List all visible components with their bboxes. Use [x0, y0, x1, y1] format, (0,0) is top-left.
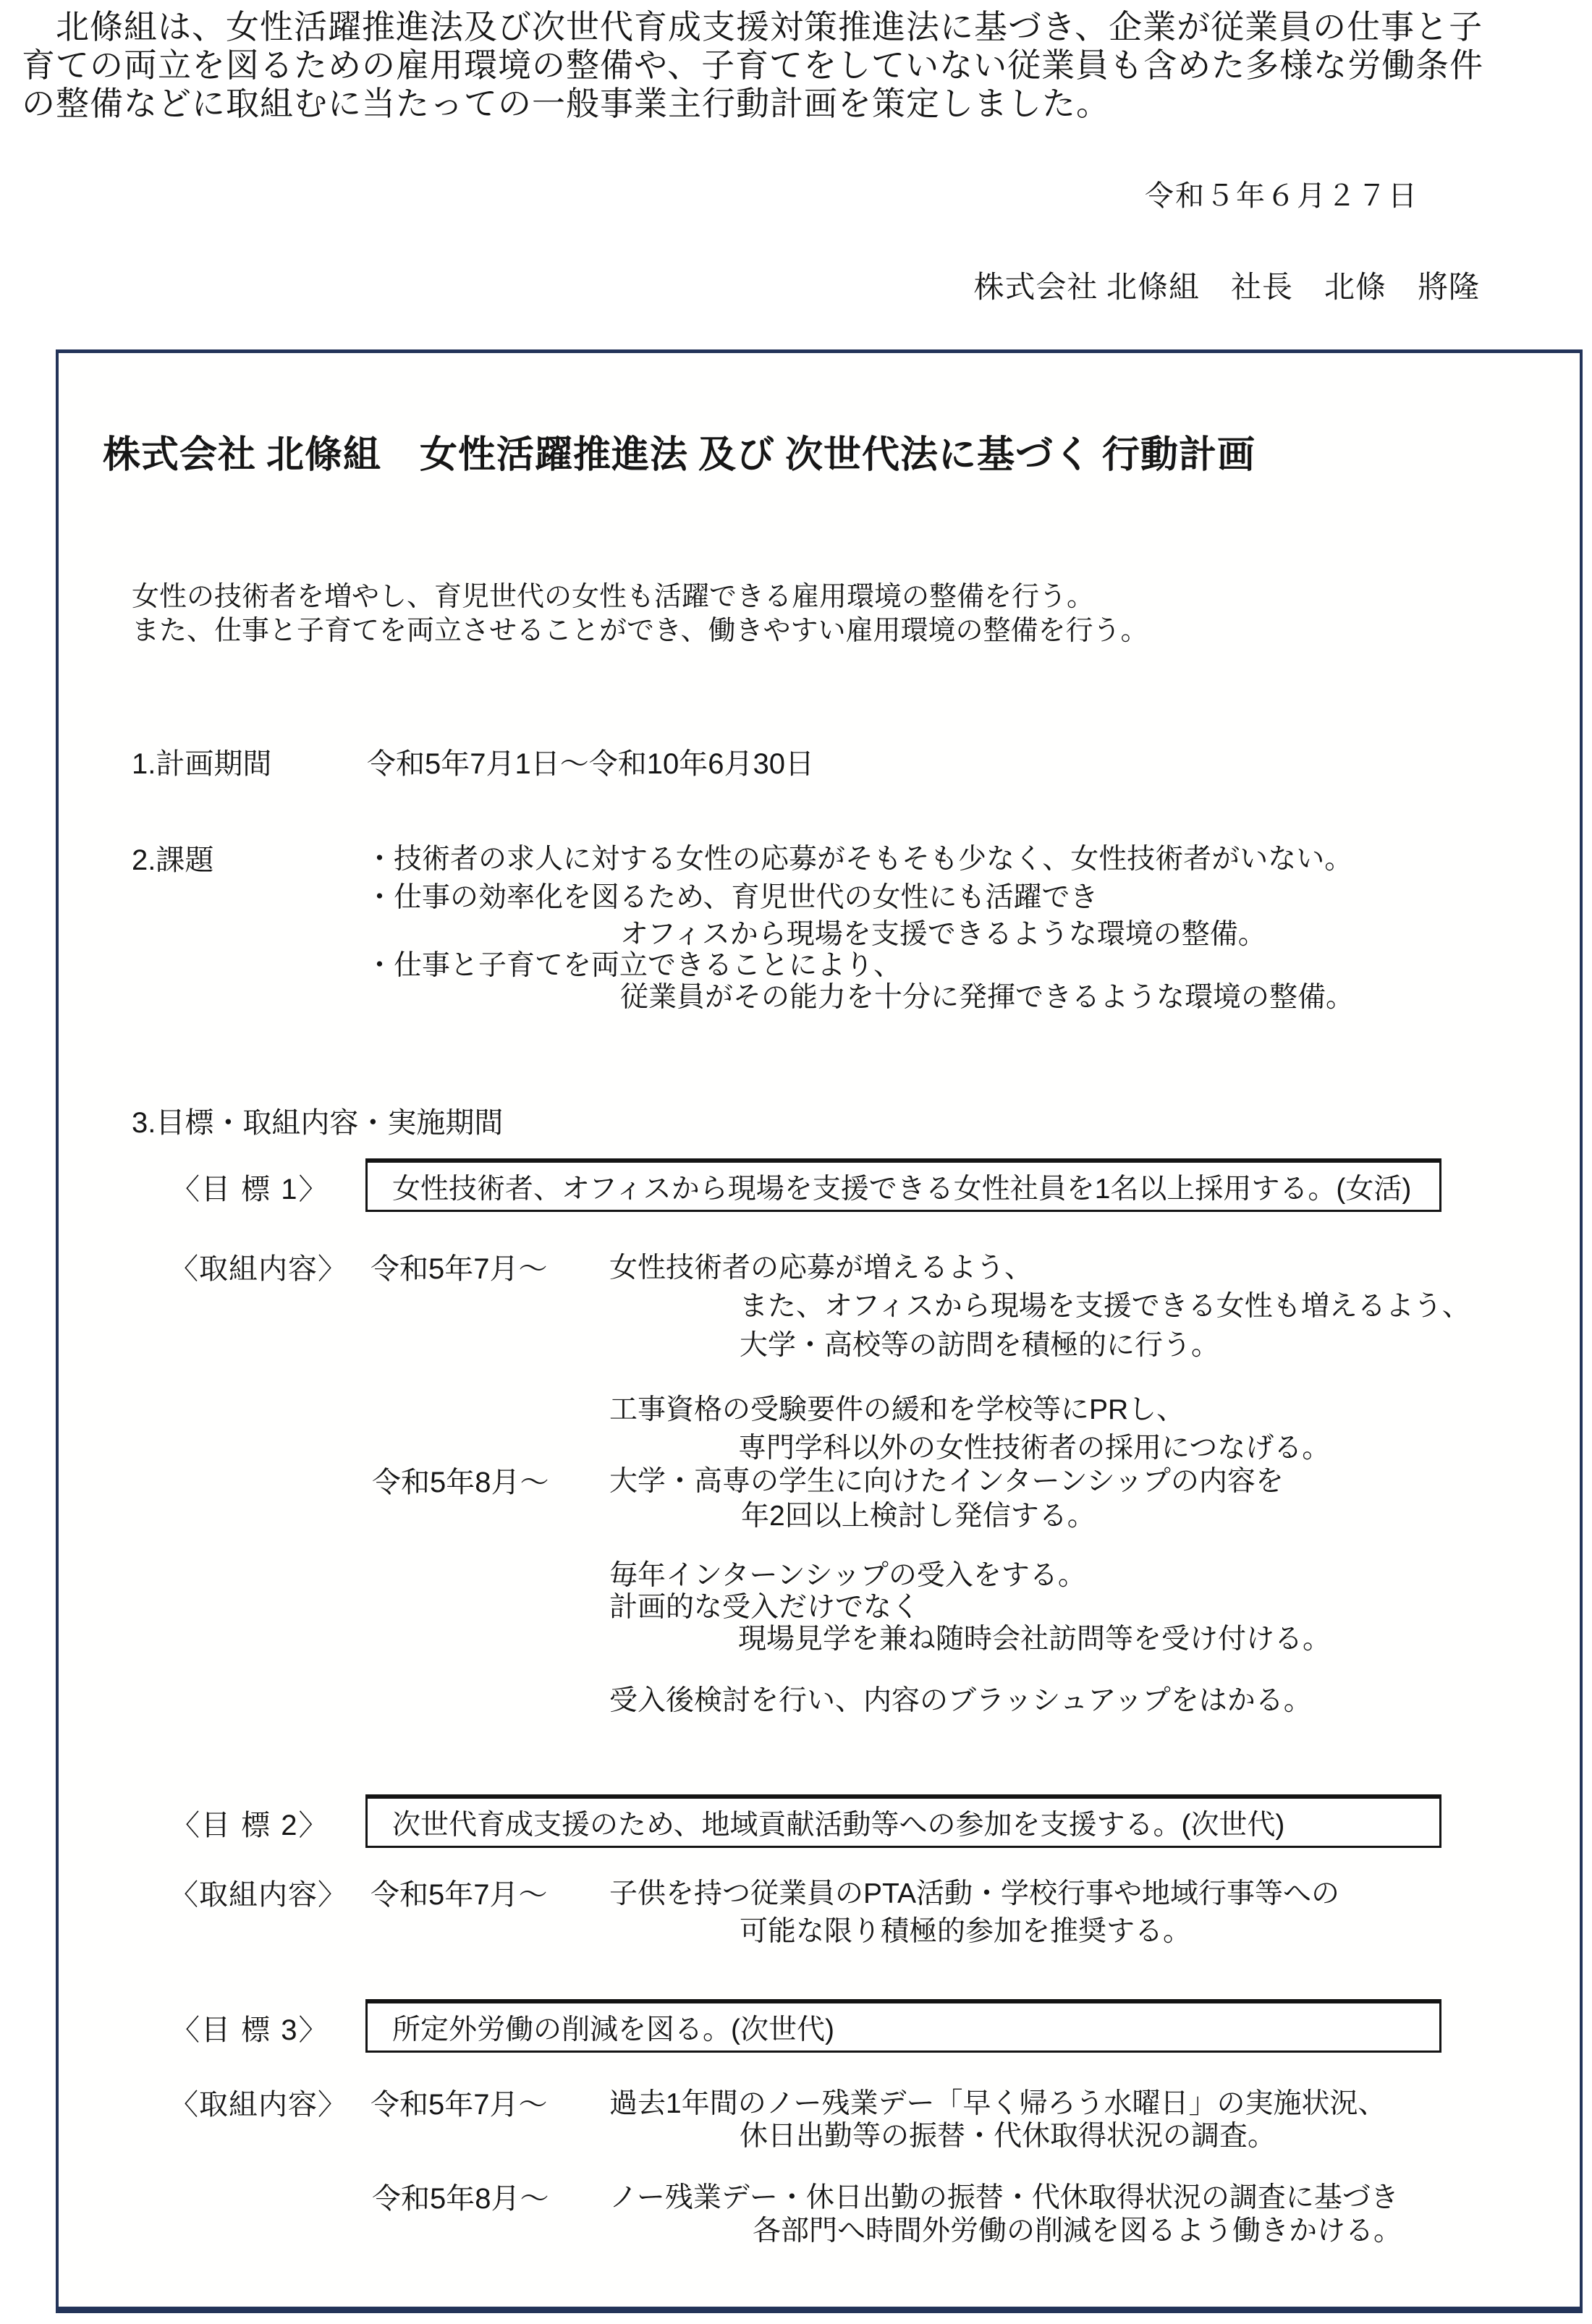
goal1-activity-line: 工事資格の受験要件の緩和を学校等にPRし、: [609, 1394, 1185, 1425]
goal1-activity-line: 女性技術者の応募が増えるよう、: [609, 1252, 1033, 1284]
goal3-label: 〈目 標 3〉: [171, 2014, 329, 2046]
period-value: 令和5年7月1日～令和10年6月30日: [367, 748, 814, 780]
goal2-date-1: 令和5年7月～: [371, 1879, 548, 1911]
intro-line-1: 北條組は、女性活躍推進法及び次世代育成支援対策推進法に基づき、企業が従業員の仕事と子: [22, 9, 1483, 46]
goal2-activity-line: 子供を持つ従業員のPTA活動・学校行事や地域行事等への: [609, 1878, 1339, 1909]
intro-line-2: 育ての両立を図るための雇用環境の整備や、子育てをしていない従業員も含めた多様な労働条件: [22, 47, 1484, 84]
goal3-activities-label: 〈取組内容〉: [169, 2089, 347, 2121]
goal1-activity-line: 計画的な受入だけでなく: [609, 1592, 920, 1623]
goal1-activity-line: また、オフィスから現場を支援できる女性も増えるよう、: [740, 1291, 1470, 1322]
goal3-activity-line: 過去1年間のノー残業デー「早く帰ろう水曜日」の実施状況、: [609, 2088, 1386, 2119]
issues-label: 2.課題: [132, 844, 214, 876]
period-label: 1.計画期間: [132, 748, 272, 780]
intro-line-3: の整備などに取組むに当たっての一般事業主行動計画を策定しました。: [22, 85, 1110, 122]
issue-line-2: ・仕事の効率化を図るため、育児世代の女性にも活躍でき: [365, 882, 1098, 913]
goal1-target-box: [365, 1158, 1441, 1212]
plan-title: 株式会社 北條組 女性活躍推進法 及び 次世代法に基づく 行動計画: [103, 435, 1256, 476]
goal1-target-text: 女性技術者、オフィスから現場を支援できる女性社員を1名以上採用する。(女活): [392, 1173, 1412, 1205]
issue-line-4: ・仕事と子育てを両立できることにより、: [365, 950, 902, 981]
goal1-activity-line: 現場見学を兼ね随時会社訪問等を受け付ける。: [738, 1624, 1331, 1655]
goal1-activity-line: 毎年インターンシップの受入をする。: [609, 1560, 1086, 1591]
goal1-activity-line: 年2回以上検討し発信する。: [741, 1501, 1096, 1532]
issue-line-1: ・技術者の求人に対する女性の応募がそもそも少なく、女性技術者がいない。: [365, 844, 1353, 875]
goal2-target-box: [365, 1794, 1441, 1848]
issue-line-5: 従業員がその能力を十分に発揮できるような環境の整備。: [620, 982, 1355, 1013]
goal1-activity-line: 専門学科以外の女性技術者の採用につなげる。: [738, 1433, 1331, 1464]
goal3-activity-line: 休日出勤等の振替・代休取得状況の調査。: [740, 2121, 1276, 2152]
policy-line-2: また、仕事と子育てを両立させることができ、働きやすい雇用環境の整備を行う。: [132, 616, 1148, 646]
document-date: 令和５年６月２７日: [1145, 179, 1418, 212]
goal2-target-text: 次世代育成支援のため、地域貢献活動等への参加を支援する。(次世代): [392, 1809, 1285, 1841]
goal3-activity-line: ノー残業デー・休日出勤の振替・代休取得状況の調査に基づき: [609, 2182, 1399, 2213]
goal2-activity-line: 可能な限り積極的参加を推奨する。: [740, 1916, 1192, 1947]
goal2-activities-label: 〈取組内容〉: [169, 1879, 347, 1911]
goal1-activities-label: 〈取組内容〉: [169, 1253, 347, 1285]
goal1-date-1: 令和5年7月～: [371, 1253, 548, 1285]
company-signature: 株式会社 北條組 社長 北條 將隆: [973, 271, 1480, 305]
goal1-activity-line: 受入後検討を行い、内容のブラッシュアップをはかる。: [609, 1685, 1312, 1716]
goal2-label: 〈目 標 2〉: [171, 1810, 329, 1841]
goal3-target-text: 所定外労働の削減を図る。(次世代): [392, 2014, 834, 2045]
goal1-activity-line: 大学・高専の学生に向けたインターンシップの内容を: [609, 1466, 1284, 1497]
policy-line-1: 女性の技術者を増やし、育児世代の女性も活躍できる雇用環境の整備を行う。: [132, 582, 1095, 612]
goal3-activity-line: 各部門へ時間外労働の削減を図るよう働きかける。: [753, 2215, 1402, 2247]
goals-section-label: 3.目標・取組内容・実施期間: [132, 1107, 504, 1139]
goal3-date-1: 令和5年7月～: [371, 2089, 548, 2121]
goal3-date-2: 令和5年8月～: [372, 2183, 549, 2215]
goal1-date-2: 令和5年8月～: [372, 1467, 549, 1498]
goal3-target-box: [365, 1999, 1441, 2053]
goal1-activity-line: 大学・高校等の訪問を積極的に行う。: [740, 1330, 1220, 1361]
issue-line-3: オフィスから現場を支援できるような環境の整備。: [620, 919, 1266, 950]
goal1-label: 〈目 標 1〉: [171, 1174, 329, 1205]
